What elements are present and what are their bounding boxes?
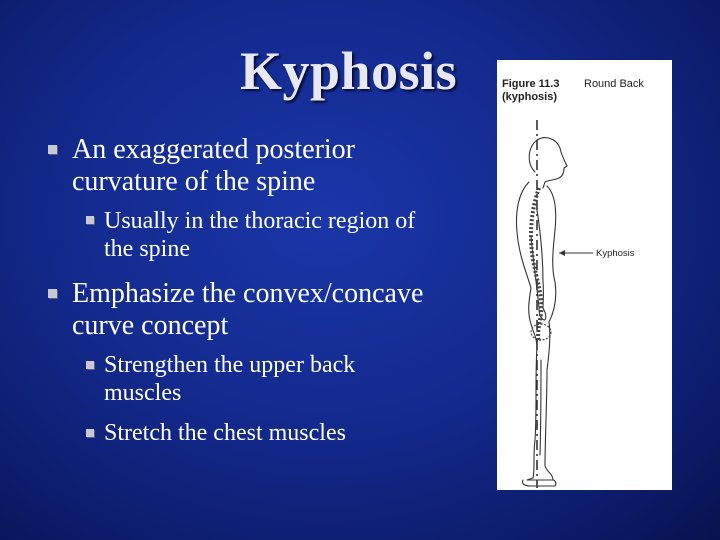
sub-bullet-marker: [86, 361, 94, 369]
bullet-2-line-1: Emphasize the convex/concave: [72, 278, 424, 309]
bullet-2-text: [72, 278, 423, 342]
sub-bullet-marker: [86, 216, 94, 224]
spine-curve: [531, 188, 541, 342]
figure-subtitle: (kyphosis): [502, 91, 558, 103]
sub-bullet-1-1-text: [104, 207, 415, 263]
head-outline: [529, 138, 567, 188]
chest-outline: [547, 186, 556, 322]
leg-inner-outline: [540, 360, 541, 455]
bullet-1-line-2: curvature of the spine: [72, 166, 316, 197]
bullet-1-text: [72, 134, 355, 198]
sub-bullet-2-1-text: [104, 351, 355, 407]
sub-bullet-1-1-line-1: Usually in the thoracic region of: [104, 208, 416, 234]
sub-bullet-2-2-line-1: Stretch the chest muscles: [104, 420, 346, 446]
posture-illustration: [497, 60, 672, 490]
kyphosis-figure: [497, 60, 672, 490]
leg-outline: [527, 322, 553, 480]
foot-outline: [522, 480, 555, 486]
bullet-marker: [48, 289, 57, 298]
bullet-1-line-1: An exaggerated posterior: [72, 134, 355, 165]
sub-bullet-2-2-text: [104, 419, 346, 447]
sub-bullet-2-1-line-1: Strengthen the upper back: [104, 352, 356, 378]
kyphosis-label: Kyphosis: [596, 248, 635, 259]
figure-caption: Round Back: [584, 78, 644, 90]
sub-bullet-1-1-line-2: the spine: [104, 236, 190, 262]
bullet-marker: [48, 145, 57, 154]
figure-number: Figure 11.3: [502, 78, 560, 90]
bullet-2-line-2: curve concept: [72, 310, 229, 341]
sub-bullet-marker: [86, 429, 94, 437]
sub-bullet-2-1-line-2: muscles: [104, 380, 182, 406]
slide-title: Kyphosis: [240, 41, 458, 101]
kyphosis-arrow-head: [559, 250, 565, 256]
